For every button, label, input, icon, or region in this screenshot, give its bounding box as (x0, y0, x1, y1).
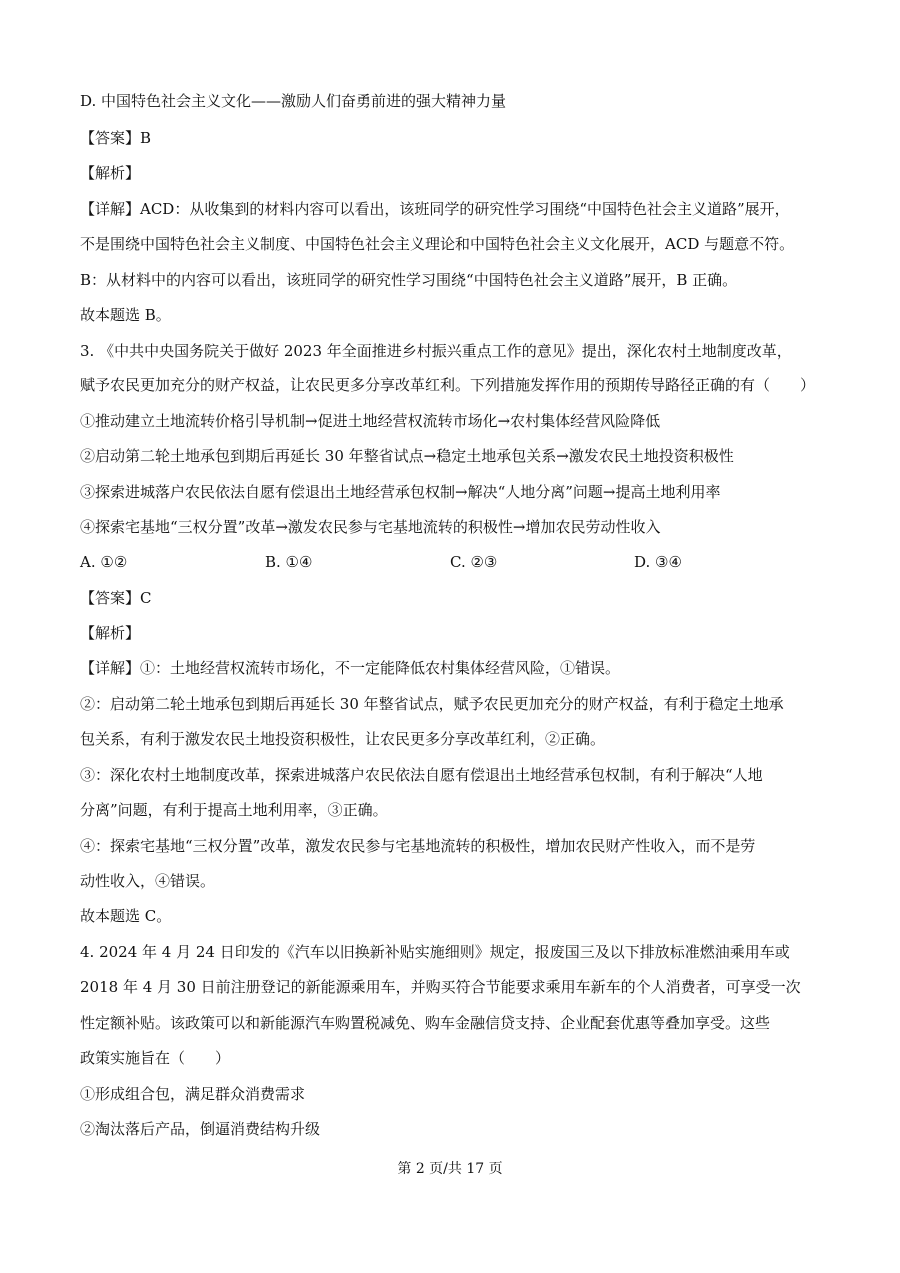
q3-statement: ③探索进城落户农民依法自愿有偿退出土地经营承包权制→解决“人地分离”问题→提高土地利用率 (80, 483, 721, 501)
q3-option-c: C. ②③ (450, 553, 498, 571)
q2-detail-line: 故本题选 B。 (80, 306, 171, 324)
q4-stem-line: 政策实施旨在（ ） (80, 1049, 231, 1067)
q4-statement: ②淘汰落后产品，倒逼消费结构升级 (80, 1120, 321, 1138)
q4-stem-line: 2018 年 4 月 30 日前注册登记的新能源乘用车，并购买符合节能要求乘用车新车的个人消费者，可享受一次 (80, 978, 801, 996)
q3-statement: ①推动建立土地流转价格引导机制→促进土地经营权流转市场化→农村集体经营风险降低 (80, 412, 661, 430)
q2-answer: 【答案】B (80, 129, 152, 147)
q3-answer: 【答案】C (80, 589, 152, 607)
q3-detail-line: ③：深化农村土地制度改革，探索进城落户农民依法自愿有偿退出土地经营承包权制，有利于解决“人地 (80, 766, 763, 784)
q4-statement: ①形成组合包，满足群众消费需求 (80, 1085, 306, 1103)
q2-option-d: D. 中国特色社会主义文化——激励人们奋勇前进的强大精神力量 (80, 92, 507, 110)
q4-stem-line: 4. 2024 年 4 月 24 日印发的《汽车以旧换新补贴实施细则》规定，报废国三及以下排放标准燃油乘用车或 (80, 943, 790, 961)
q3-analysis-label: 【解析】 (80, 624, 141, 642)
q2-analysis-label: 【解析】 (80, 164, 141, 182)
q2-detail-line: 【详解】ACD：从收集到的材料内容可以看出，该班同学的研究性学习围绕“中国特色社会主义道路”展开， (80, 200, 790, 218)
q3-statement: ②启动第二轮土地承包到期后再延长 30 年整省试点→稳定土地承包关系→激发农民土地投资积极性 (80, 447, 734, 465)
q3-detail-line: 故本题选 C。 (80, 907, 172, 925)
q3-detail-line: 【详解】①：土地经营权流转市场化，不一定能降低农村集体经营风险，①错误。 (80, 659, 621, 677)
q3-option-d: D. ③④ (634, 553, 682, 571)
q3-option-a: A. ①② (80, 553, 128, 571)
q2-detail-line: B：从材料中的内容可以看出，该班同学的研究性学习围绕“中国特色社会主义道路”展开，B 正确。 (80, 271, 738, 289)
q3-stem-line: 赋予农民更加充分的财产权益，让农民更多分享改革红利。下列措施发挥作用的预期传导路径正确的有（ ） (80, 376, 816, 394)
q3-detail-line: 动性收入，④错误。 (80, 872, 216, 890)
q3-detail-line: ②：启动第二轮土地承包到期后再延长 30 年整省试点，赋予农民更加充分的财产权益，有利于稳定土地承 (80, 695, 784, 713)
page-number: 第 2 页/共 17 页 (397, 1161, 503, 1177)
q3-detail-line: 分离”问题，有利于提高土地利用率，③正确。 (80, 801, 388, 819)
q3-detail-line: 包关系，有利于激发农民土地投资积极性，让农民更多分享改革红利，②正确。 (80, 730, 606, 748)
q3-stem-line: 3. 《中共中央国务院关于做好 2023 年全面推进乡村振兴重点工作的意见》提出，深化农村土地制度改革， (80, 342, 792, 360)
q4-stem-line: 性定额补贴。该政策可以和新能源汽车购置税减免、购车金融信贷支持、企业配套优惠等叠加享受。这些 (80, 1014, 771, 1032)
q2-detail-line: 不是围绕中国特色社会主义制度、中国特色社会主义理论和中国特色社会主义文化展开，ACD 与题意不符。 (80, 235, 795, 253)
q3-detail-line: ④：探索宅基地“三权分置”改革，激发农民参与宅基地流转的积极性，增加农民财产性收入，而不是劳 (80, 837, 756, 855)
q3-option-b: B. ①④ (265, 553, 313, 571)
q3-statement: ④探索宅基地“三权分置”改革→激发农民参与宅基地流转的积极性→增加农民劳动性收入 (80, 518, 661, 536)
